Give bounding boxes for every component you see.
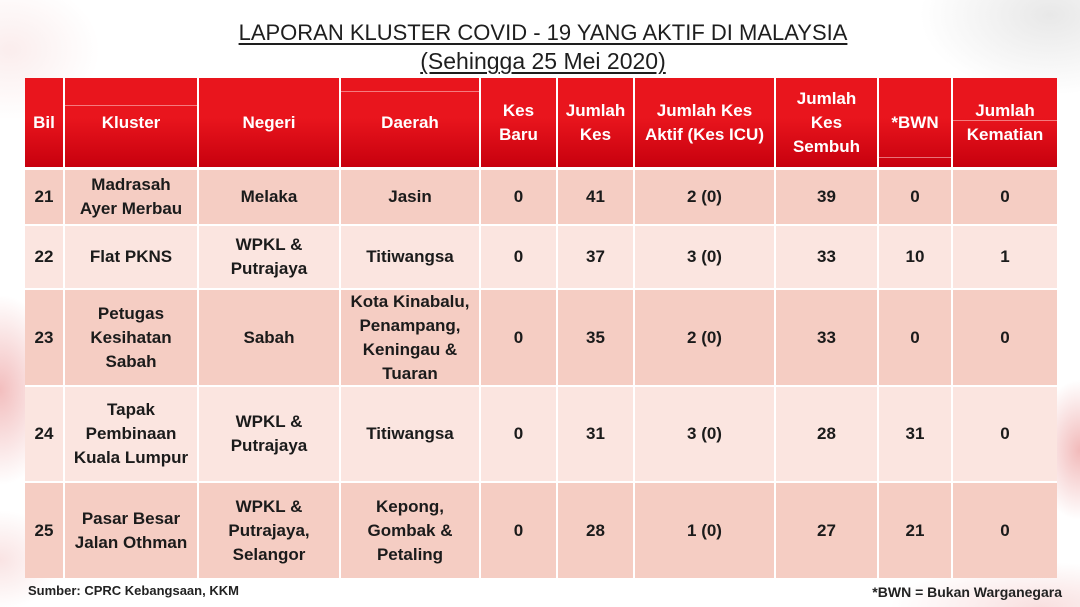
cell-bil: 24 — [25, 387, 65, 483]
header-kluster: Kluster — [65, 78, 199, 170]
page-subtitle: (Sehingga 25 Mei 2020) — [420, 48, 666, 74]
cell-kluster: Flat PKNS — [65, 226, 199, 290]
cell-daerah: Kota Kinabalu, Penampang, Keningau & Tuaran — [341, 290, 481, 387]
cell-kes-aktif-icu: 2 (0) — [635, 290, 776, 387]
cell-kes-aktif-icu: 3 (0) — [635, 226, 776, 290]
cell-kematian: 1 — [953, 226, 1057, 290]
cell-kes-baru: 0 — [481, 483, 558, 578]
cell-kes-sembuh: 39 — [776, 170, 879, 226]
cell-kes-sembuh: 28 — [776, 387, 879, 483]
cell-bil: 25 — [25, 483, 65, 578]
source-note: Sumber: CPRC Kebangsaan, KKM — [28, 583, 239, 598]
cell-bwn: 31 — [879, 387, 953, 483]
header-daerah: Daerah — [341, 78, 481, 170]
cell-negeri: Melaka — [199, 170, 341, 226]
cell-bwn: 0 — [879, 290, 953, 387]
cell-kluster: Petugas Kesihatan Sabah — [65, 290, 199, 387]
cell-daerah: Titiwangsa — [341, 226, 481, 290]
cell-kes-baru: 0 — [481, 226, 558, 290]
cell-jumlah-kes: 28 — [558, 483, 635, 578]
cell-negeri: WPKL & Putrajaya — [199, 226, 341, 290]
cell-negeri: WPKL & Putrajaya — [199, 387, 341, 483]
cell-kes-baru: 0 — [481, 290, 558, 387]
cell-jumlah-kes: 37 — [558, 226, 635, 290]
cell-kluster: Madrasah Ayer Merbau — [65, 170, 199, 226]
cell-kluster: Pasar Besar Jalan Othman — [65, 483, 199, 578]
header-kes-aktif-icu: Jumlah Kes Aktif (Kes ICU) — [635, 78, 776, 170]
bwn-footnote: *BWN = Bukan Warganegara — [872, 584, 1062, 600]
cell-jumlah-kes: 31 — [558, 387, 635, 483]
cell-kes-baru: 0 — [481, 170, 558, 226]
header-negeri: Negeri — [199, 78, 341, 170]
cell-bwn: 10 — [879, 226, 953, 290]
cell-negeri: Sabah — [199, 290, 341, 387]
cell-daerah: Titiwangsa — [341, 387, 481, 483]
cell-bil: 21 — [25, 170, 65, 226]
cell-jumlah-kes: 41 — [558, 170, 635, 226]
cell-bil: 22 — [25, 226, 65, 290]
cell-negeri: WPKL & Putrajaya, Selangor — [199, 483, 341, 578]
cell-kes-aktif-icu: 1 (0) — [635, 483, 776, 578]
header-bwn: *BWN — [879, 78, 953, 170]
cell-jumlah-kes: 35 — [558, 290, 635, 387]
header-jumlah-kes: Jumlah Kes — [558, 78, 635, 170]
header-kematian: Jumlah Kematian — [953, 78, 1057, 170]
cell-kematian: 0 — [953, 290, 1057, 387]
cell-kematian: 0 — [953, 483, 1057, 578]
cluster-table — [25, 78, 1057, 578]
cell-kluster: Tapak Pembinaan Kuala Lumpur — [65, 387, 199, 483]
header-bil: Bil — [25, 78, 65, 170]
cell-daerah: Kepong, Gombak & Petaling — [341, 483, 481, 578]
cell-kes-sembuh: 33 — [776, 290, 879, 387]
cell-kes-sembuh: 27 — [776, 483, 879, 578]
header-kes-baru: Kes Baru — [481, 78, 558, 170]
cell-kes-aktif-icu: 3 (0) — [635, 387, 776, 483]
cell-kematian: 0 — [953, 387, 1057, 483]
cell-bwn: 0 — [879, 170, 953, 226]
cell-kes-baru: 0 — [481, 387, 558, 483]
cell-daerah: Jasin — [341, 170, 481, 226]
page-title: LAPORAN KLUSTER COVID - 19 YANG AKTIF DI MALAYSIA — [238, 20, 848, 45]
cell-bwn: 21 — [879, 483, 953, 578]
cell-kematian: 0 — [953, 170, 1057, 226]
cell-bil: 23 — [25, 290, 65, 387]
header-kes-sembuh: Jumlah Kes Sembuh — [776, 78, 879, 170]
cell-kes-sembuh: 33 — [776, 226, 879, 290]
cell-kes-aktif-icu: 2 (0) — [635, 170, 776, 226]
